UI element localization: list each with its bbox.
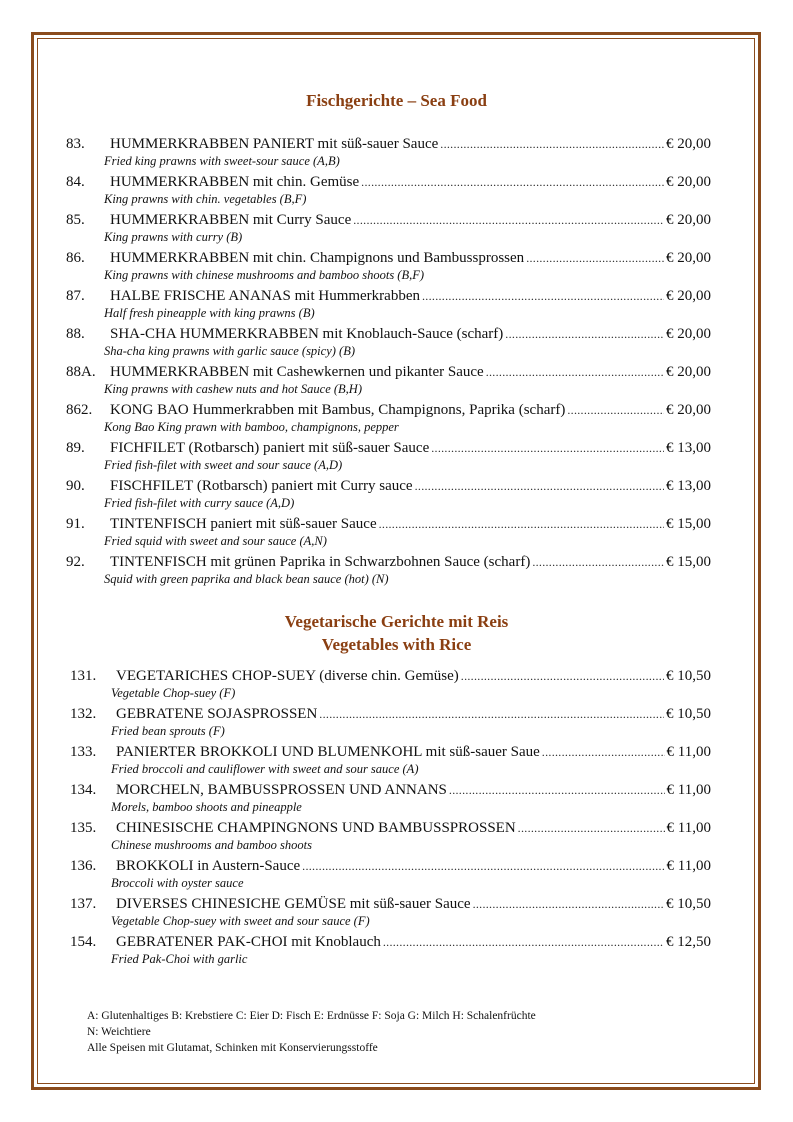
menu-item-description: King prawns with chin. vegetables (B,F)	[104, 192, 307, 206]
menu-item	[0, 514, 793, 552]
menu-item	[0, 248, 793, 286]
menu-item-line	[70, 856, 711, 876]
menu-item-number: 133.	[70, 744, 97, 760]
menu-item	[0, 172, 793, 210]
menu-item-price: € 20,00	[666, 136, 711, 152]
menu-item-number: 131.	[70, 668, 97, 684]
menu-item-number: 154.	[70, 934, 97, 950]
menu-item	[0, 324, 793, 362]
menu-item-line	[66, 286, 711, 306]
menu-item-line	[66, 172, 711, 192]
vegetable-menu-list	[0, 666, 793, 970]
dot-leader	[486, 362, 664, 382]
menu-item	[0, 704, 793, 742]
menu-item-name: DIVERSES CHINESICHE GEMÜSE mit süß-sauer Sauce	[116, 896, 471, 912]
dot-leader	[353, 210, 664, 230]
menu-item-number: 90.	[66, 478, 85, 494]
menu-item	[0, 362, 793, 400]
menu-item-number: 134.	[70, 782, 97, 798]
menu-item-name: HUMMERKRABBEN PANIERT mit süß-sauer Sauce	[110, 136, 439, 152]
menu-item-number: 862.	[66, 402, 93, 418]
menu-item-price: € 20,00	[666, 364, 711, 380]
menu-item-number: 86.	[66, 250, 85, 266]
menu-item-price: € 20,00	[666, 250, 711, 266]
menu-item	[0, 552, 793, 590]
menu-item-price: € 11,00	[666, 782, 711, 798]
menu-item-name: GEBRATENER PAK-CHOI mit Knoblauch	[116, 934, 381, 950]
veg-section-title-german: Vegetarische Gerichte mit Reis	[284, 612, 509, 631]
dot-leader	[361, 172, 664, 192]
additives-note: Alle Speisen mit Glutamat, Schinken mit Konservierungsstoffe	[87, 1042, 378, 1054]
allergen-footer	[87, 1008, 536, 1056]
menu-item-line	[70, 780, 711, 800]
menu-item-price: € 20,00	[666, 326, 711, 342]
dot-leader	[379, 514, 664, 534]
dot-leader	[473, 894, 664, 914]
menu-item-description: Fried squid with sweet and sour sauce (A,N)	[104, 534, 327, 548]
menu-item-line	[70, 666, 711, 686]
menu-item	[0, 894, 793, 932]
menu-item-name: GEBRATENE SOJASPROSSEN	[116, 706, 318, 722]
menu-item-number: 136.	[70, 858, 97, 874]
menu-item-number: 132.	[70, 706, 97, 722]
seafood-section-title: Fischgerichte – Sea Food	[306, 91, 487, 110]
menu-item-name: CHINESISCHE CHAMPINGNONS UND BAMBUSSPROSSEN	[116, 820, 516, 836]
dot-leader	[518, 818, 665, 838]
menu-item-name: FISCHFILET (Rotbarsch) paniert mit Curry sauce	[110, 478, 413, 494]
menu-item-price: € 10,50	[666, 668, 711, 684]
menu-item	[0, 818, 793, 856]
menu-item-name: TINTENFISCH paniert mit süß-sauer Sauce	[110, 516, 377, 532]
menu-item-price: € 20,00	[666, 174, 711, 190]
menu-item-description: Vegetable Chop-suey (F)	[111, 686, 236, 700]
dot-leader	[431, 438, 664, 458]
menu-item-name: HUMMERKRABBEN mit Cashewkernen und pikanter Sauce	[110, 364, 484, 380]
allergen-legend-extra: N: Weichtiere	[87, 1026, 151, 1038]
menu-item	[0, 742, 793, 780]
menu-item-description: Half fresh pineapple with king prawns (B)	[104, 306, 315, 320]
menu-item-name: HUMMERKRABBEN mit chin. Champignons und Bambussprossen	[110, 250, 525, 266]
menu-item-line	[66, 476, 711, 496]
menu-item-name: TINTENFISCH mit grünen Paprika in Schwarzbohnen Sauce (scharf)	[110, 554, 531, 570]
menu-item-description: King prawns with chinese mushrooms and bamboo shoots (B,F)	[104, 268, 425, 282]
dot-leader	[415, 476, 664, 496]
menu-item	[0, 134, 793, 172]
menu-item-number: 92.	[66, 554, 85, 570]
menu-item	[0, 438, 793, 476]
menu-item-description: Fried Pak-Choi with garlic	[111, 952, 248, 966]
menu-item-description: Fried fish-filet with curry sauce (A,D)	[104, 496, 295, 510]
menu-item-name: HUMMERKRABBEN mit chin. Gemüse	[110, 174, 360, 190]
menu-item-price: € 11,00	[666, 858, 711, 874]
menu-item-name: HALBE FRISCHE ANANAS mit Hummerkrabben	[110, 288, 420, 304]
menu-item-number: 135.	[70, 820, 97, 836]
menu-item-line	[66, 248, 711, 268]
menu-item-price: € 12,50	[666, 934, 711, 950]
menu-item-description: Fried broccoli and cauliflower with sweet and sour sauce (A)	[111, 762, 419, 776]
dot-leader	[319, 704, 664, 724]
menu-item-name: BROKKOLI in Austern-Sauce	[116, 858, 301, 874]
menu-item-price: € 10,50	[666, 706, 711, 722]
menu-item-line	[66, 134, 711, 154]
menu-item	[0, 666, 793, 704]
menu-item	[0, 856, 793, 894]
menu-item-number: 89.	[66, 440, 85, 456]
menu-item-price: € 20,00	[666, 402, 711, 418]
dot-leader	[461, 666, 664, 686]
menu-item-number: 88A.	[66, 364, 96, 380]
veg-section-title-english: Vegetables with Rice	[321, 635, 472, 654]
menu-item-price: € 20,00	[666, 288, 711, 304]
dot-leader	[526, 248, 664, 268]
dot-leader	[532, 552, 664, 572]
menu-item-name: SHA-CHA HUMMERKRABBEN mit Knoblauch-Sauce (scharf)	[110, 326, 504, 342]
menu-item-name: PANIERTER BROKKOLI UND BLUMENKOHL mit süß-sauer Saue	[116, 744, 540, 760]
menu-item-description: Broccoli with oyster sauce	[111, 876, 244, 890]
menu-item-number: 137.	[70, 896, 97, 912]
allergen-legend: A: Glutenhaltiges B: Krebstiere C: Eier D: Fisch E: Erdnüsse F: Soja G: Milch H: Schalenfrüchte	[87, 1010, 536, 1022]
dot-leader	[422, 286, 664, 306]
menu-item-number: 85.	[66, 212, 85, 228]
menu-item-name: FICHFILET (Rotbarsch) paniert mit süß-sauer Sauce	[110, 440, 430, 456]
dot-leader	[542, 742, 665, 762]
menu-item-line	[66, 400, 711, 420]
menu-item-price: € 13,00	[666, 478, 711, 494]
menu-item-price: € 15,00	[666, 516, 711, 532]
menu-item-price: € 11,00	[666, 820, 711, 836]
menu-item-line	[66, 514, 711, 534]
dot-leader	[449, 780, 665, 800]
menu-item-price: € 10,50	[666, 896, 711, 912]
menu-item-description: Fried king prawns with sweet-sour sauce (A,B)	[104, 154, 340, 168]
menu-item-description: King prawns with cashew nuts and hot Sauce (B,H)	[104, 382, 362, 396]
dot-leader	[567, 400, 664, 420]
menu-item-description: Sha-cha king prawns with garlic sauce (spicy) (B)	[104, 344, 355, 358]
menu-item-name: VEGETARICHES CHOP-SUEY (diverse chin. Gemüse)	[116, 668, 459, 684]
menu-item-description: Chinese mushrooms and bamboo shoots	[111, 838, 312, 852]
dot-leader	[302, 856, 664, 876]
menu-item-description: Squid with green paprika and black bean sauce (hot) (N)	[104, 572, 389, 586]
menu-item-price: € 20,00	[666, 212, 711, 228]
menu-item-name: MORCHELN, BAMBUSSPROSSEN UND ANNANS	[116, 782, 447, 798]
menu-item-name: KONG BAO Hummerkrabben mit Bambus, Champignons, Paprika (scharf)	[110, 402, 566, 418]
menu-item	[0, 286, 793, 324]
menu-item	[0, 210, 793, 248]
dot-leader	[505, 324, 664, 344]
menu-item-price: € 11,00	[666, 744, 711, 760]
menu-item-description: Vegetable Chop-suey with sweet and sour sauce (F)	[111, 914, 370, 928]
menu-item-description: Fried bean sprouts (F)	[111, 724, 225, 738]
dot-leader	[440, 134, 664, 154]
menu-item-number: 87.	[66, 288, 85, 304]
menu-item-number: 88.	[66, 326, 85, 342]
menu-item-description: Morels, bamboo shoots and pineapple	[111, 800, 302, 814]
menu-item	[0, 476, 793, 514]
menu-item-line	[66, 210, 711, 230]
menu-item-line	[66, 324, 711, 344]
menu-item-description: Kong Bao King prawn with bamboo, champignons, pepper	[104, 420, 399, 434]
dot-leader	[383, 932, 664, 952]
menu-item-line	[70, 818, 711, 838]
menu-item-description: King prawns with curry (B)	[104, 230, 243, 244]
menu-item-line	[66, 438, 711, 458]
menu-item-line	[70, 932, 711, 952]
menu-item-line	[66, 362, 711, 382]
menu-item-price: € 13,00	[666, 440, 711, 456]
menu-item	[0, 400, 793, 438]
menu-item-price: € 15,00	[666, 554, 711, 570]
menu-item	[0, 932, 793, 970]
menu-item-number: 91.	[66, 516, 85, 532]
seafood-menu-list	[0, 134, 793, 590]
menu-item-line	[70, 704, 711, 724]
menu-item-number: 84.	[66, 174, 85, 190]
menu-item-line	[70, 742, 711, 762]
menu-item	[0, 780, 793, 818]
menu-item-line	[66, 552, 711, 572]
menu-item-number: 83.	[66, 136, 85, 152]
menu-item-name: HUMMERKRABBEN mit Curry Sauce	[110, 212, 352, 228]
menu-item-description: Fried fish-filet with sweet and sour sauce (A,D)	[104, 458, 343, 472]
menu-item-line	[70, 894, 711, 914]
